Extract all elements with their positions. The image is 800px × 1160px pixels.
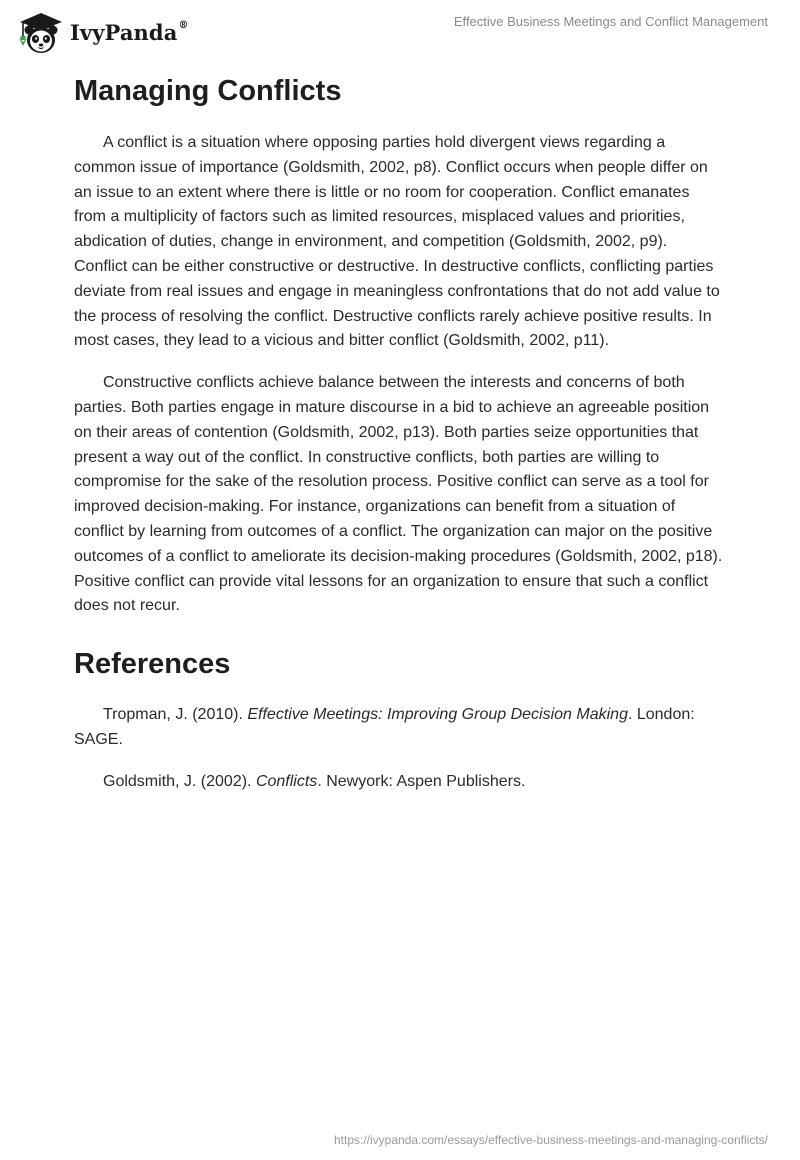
paragraph: Constructive conflicts achieve balance between the interests and concerns of both parties. Both parties engage in mature discourse in a bid to achieve an agreeable position on their areas of contention (Goldsmith, 2002, p13). Both parties seize opportunities that present a way out of the conflict. In constructive conflicts, both parties are willing to compromise for the sake of the resolution process. Positive conflict can serve as a tool for improved decision-making. For instance, organizations can benefit from a situation of conflict by learning from outcomes of a conflict. The organization can major on the positive outcomes of a conflict to ameliorate its decision-making procedures (Goldsmith, 2002, p18). Positive conflict can provide vital lessons for an organization to ensure that such a conflict does not recur.	[74, 374, 723, 615]
paragraph: A conflict is a situation where opposing parties hold divergent views regarding a common issue of importance (Goldsmith, 2002, p8). Conflict occurs when people differ on an issue to an extent where there is little or no room for cooperation. Conflict emanates from a multiplicity of factors such as limited resources, misplaced values and priorities, abdication of duties, change in environment, and competition (Goldsmith, 2002, p9). Conflict can be either constructive or destructive. In destructive conflicts, conflicting parties deviate from real issues and engage in meaningless confrontations that do not add value to the process of resolving the conflict. Destructive conflicts rarely achieve positive results. In most cases, they lead to a vicious and bitter conflict (Goldsmith, 2002, p11).	[74, 134, 720, 350]
reference-title: Conflicts	[255, 772, 318, 790]
reference-item: Goldsmith, J. (2002). Conflicts. Newyork: Aspen Publishers.	[103, 772, 526, 790]
reference-item: Tropman, J. (2010). Effective Meetings: Improving Group Decision Making. London: SAGE.	[74, 706, 695, 748]
section-heading-managing-conflicts: Managing Conflicts	[74, 75, 342, 107]
brand-logo[interactable]	[14, 8, 189, 56]
panda-graduate-icon	[14, 8, 66, 56]
registered-mark: ®	[178, 19, 189, 31]
section-heading-references: References	[74, 648, 231, 681]
brand-name: IvyPanda®	[70, 19, 189, 45]
document-title: Effective Business Meetings and Conflict Management	[453, 14, 768, 29]
source-url[interactable]: https://ivypanda.com/essays/effective-business-meetings-and-managing-conflicts/	[334, 1133, 768, 1147]
page-header	[0, 0, 800, 60]
article-body	[74, 70, 724, 795]
reference-title: Effective Meetings: Improving Group Decision Making	[247, 706, 628, 724]
